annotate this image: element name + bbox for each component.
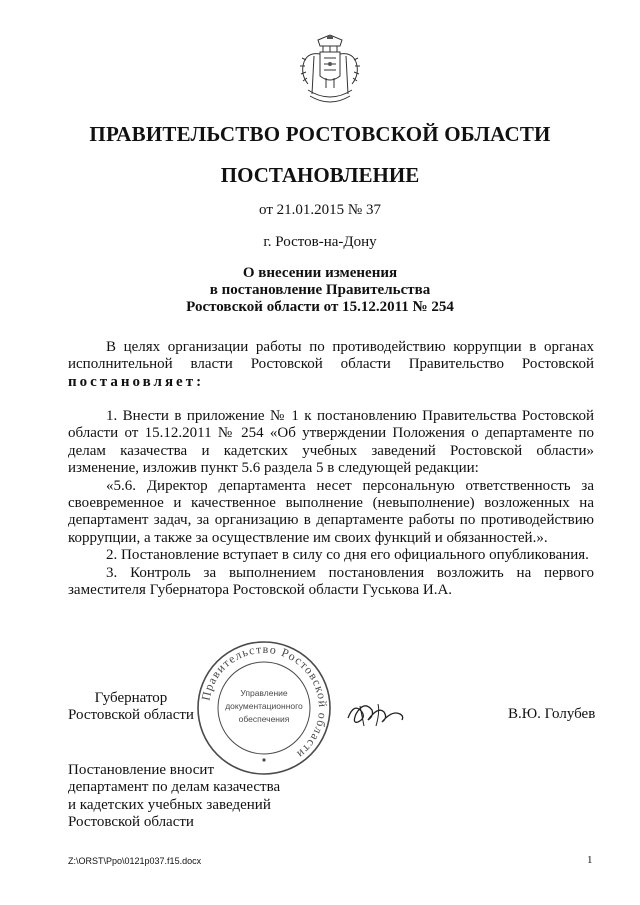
coat-of-arms-icon — [296, 34, 364, 108]
submitter-note-line: и кадетских учебных заведений — [68, 796, 271, 813]
seal-ring-text: Правительство Ростовской области — [198, 641, 331, 762]
seal-center-line: документационного — [225, 701, 303, 711]
submitter-note-line: департамент по делам казачества — [68, 779, 281, 796]
page-number: 1 — [587, 854, 593, 866]
seal-center-line: обеспечения — [238, 714, 290, 724]
seal-center-line: Управление — [240, 688, 288, 698]
decree-item: 2. Постановление вступает в силу со дня его официального опубликования. — [106, 547, 589, 564]
government-title: ПРАВИТЕЛЬСТВО РОСТОВСКОЙ ОБЛАСТИ — [89, 122, 551, 146]
official-seal — [196, 640, 332, 776]
decree-word: постановляет: — [68, 373, 205, 390]
submitter-note — [68, 762, 280, 832]
signer-title-line: Губернатор — [94, 690, 168, 706]
decree-item: 1. Внести в приложение № 1 к постановлению Правительства Ростовской области от 15.12.2011 № 254 «Об утверждении Положения о департаменте по делам казачества и кадетских учебных заведений Ростовской области» изменение, изложив пункт 5.6 раздела 5 в следующей редакции: — [68, 408, 594, 477]
document-city: г. Ростов-на-Дону — [263, 234, 377, 250]
submitter-note-line: Ростовской области — [68, 814, 194, 831]
decree-item: «5.6. Директор департамента несет персональную ответственность за своевременное и качественное выполнение (невыполнение) возложенных на департамент задач, за организацию в департаменте работы по противодействию коррупции, а также за осуществление им своих функций и обязанностей.». — [68, 477, 594, 546]
subject-line: в постановление Правительства — [209, 282, 431, 298]
subject-line: О внесении изменения — [242, 265, 398, 281]
decree-items — [68, 408, 594, 599]
submitter-note-line: Постановление вносит — [68, 762, 215, 778]
document-date-number: от 21.01.2015 № 37 — [259, 202, 381, 218]
document-type: ПОСТАНОВЛЕНИЕ — [220, 163, 420, 187]
decree-item: 3. Контроль за выполнением постановления возложить на первого заместителя Губернатора Ростовской области Гуськова И.А. — [68, 564, 594, 599]
preamble-text: В целях организации работы по противодействию коррупции в органах исполнительной власти Ростовской области Правительство Ростовской — [68, 339, 594, 373]
file-path: Z:\ORST\Ppo\0121p037.f15.docx — [68, 856, 202, 866]
subject-line: Ростовской области от 15.12.2011 № 254 — [186, 299, 454, 315]
document-subject — [0, 265, 640, 316]
signer-title-line: Ростовской области — [68, 707, 194, 723]
preamble — [68, 339, 594, 391]
handwritten-signature — [344, 692, 408, 732]
signer-title — [68, 690, 194, 724]
signer-name: В.Ю. Голубев — [508, 706, 596, 722]
